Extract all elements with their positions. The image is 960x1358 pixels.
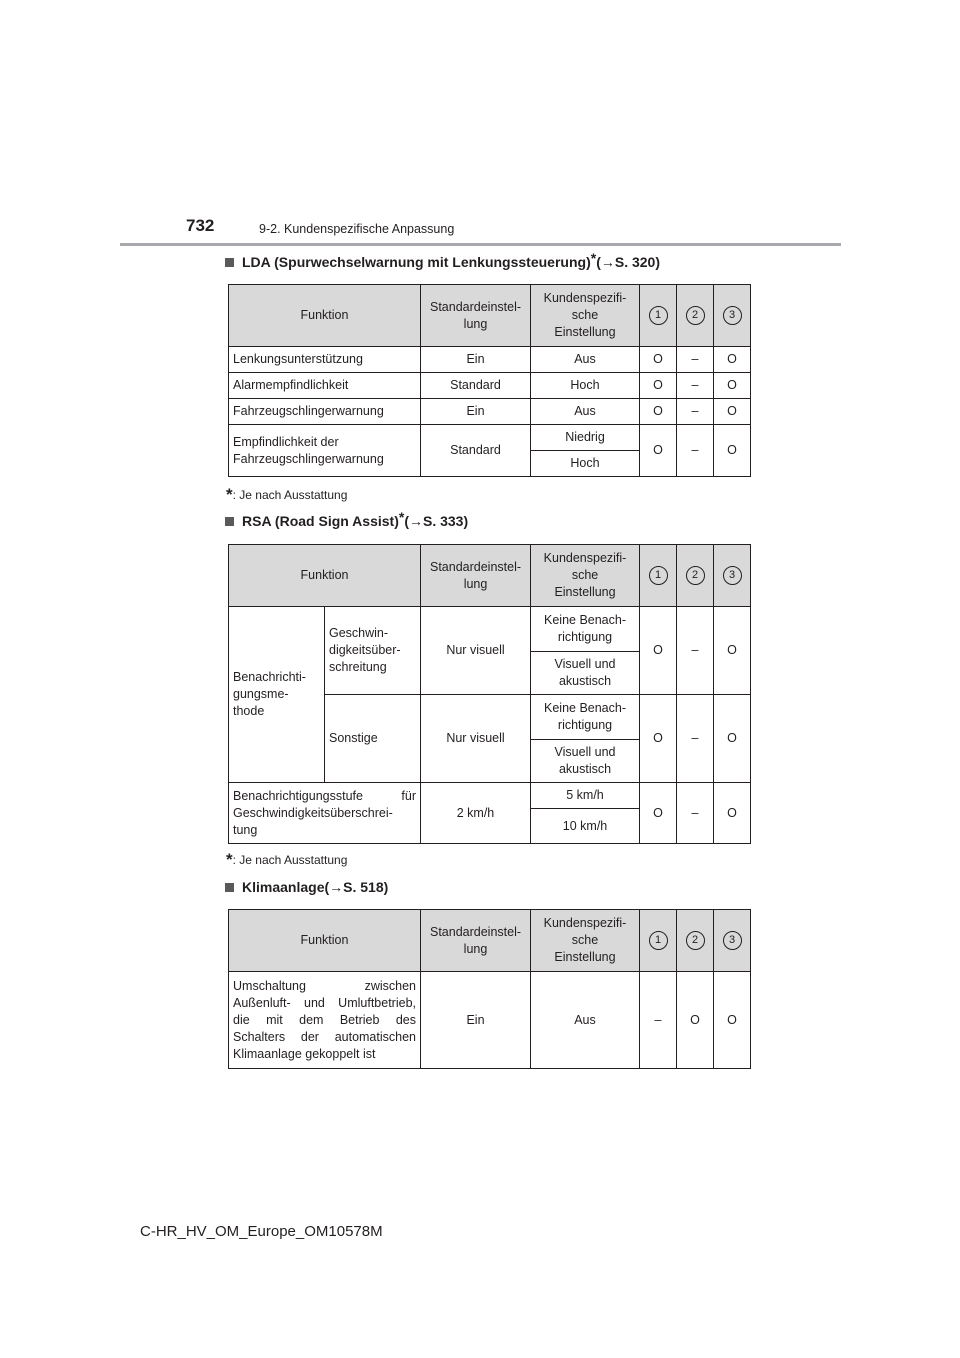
cell-kunden: Aus	[531, 347, 640, 373]
cell-kunden: Visuell und akustisch	[531, 740, 640, 783]
table-header-row	[229, 545, 751, 607]
circled-number-2: 2	[686, 566, 705, 585]
cell-c1: O	[640, 347, 677, 373]
cell-c3: O	[714, 399, 751, 425]
section-header: 9-2. Kundenspezifische Anpassung	[259, 222, 455, 236]
section-title-text: RSA (Road Sign Assist)	[242, 513, 399, 529]
cell-c3: O	[714, 347, 751, 373]
header-col-2	[677, 285, 714, 347]
header-funktion: Funktion	[229, 285, 421, 347]
cell-c1: O	[640, 425, 677, 477]
cell-c3: O	[714, 972, 751, 1069]
header-funktion: Funktion	[229, 910, 421, 972]
circled-number-3: 3	[723, 306, 742, 325]
footnote-rsa	[226, 850, 347, 870]
cell-standard: Ein	[421, 347, 531, 373]
header-funktion: Funktion	[229, 545, 421, 607]
cell-kunden: Keine Benach- richtigung	[531, 695, 640, 740]
cell-standard: Nur visuell	[421, 607, 531, 695]
cell-c2: –	[677, 425, 714, 477]
cell-funktion: Fahrzeugschlingerwarnung	[229, 399, 421, 425]
header-col-3	[714, 910, 751, 972]
table-row	[229, 607, 751, 652]
circled-number-1: 1	[649, 566, 668, 585]
cell-kunden: Hoch	[531, 373, 640, 399]
section-title-lda: LDA (Spurwechselwarnung mit Lenkungssteuerung) * (→S. 320)	[225, 254, 660, 270]
page-reference: (→S. 518)	[324, 879, 389, 895]
section-title-text: LDA (Spurwechselwarnung mit Lenkungssteuerung)	[242, 254, 591, 270]
header-standard: Standardeinstel- lung	[421, 910, 531, 972]
footnote-text: : Je nach Ausstattung	[232, 853, 348, 867]
table-row	[229, 347, 751, 373]
table-row	[229, 972, 751, 1069]
cell-c2: –	[677, 399, 714, 425]
cell-funktion: Alarmempfindlichkeit	[229, 373, 421, 399]
circled-number-2: 2	[686, 306, 705, 325]
cell-funktion: Empfindlichkeit der Fahrzeugschlingerwarnung	[229, 425, 421, 477]
cell-c1: O	[640, 399, 677, 425]
circled-number-1: 1	[649, 931, 668, 950]
footnote-lda	[226, 485, 347, 505]
cell-sub-label: Geschwin- digkeitsüber- schreitung	[325, 607, 421, 695]
cell-funktion: Lenkungsunterstützung	[229, 347, 421, 373]
bullet-square-icon	[225, 883, 234, 892]
cell-c2: –	[677, 695, 714, 783]
cell-c2: O	[677, 972, 714, 1069]
cell-c3: O	[714, 373, 751, 399]
footnote-star: *	[226, 485, 233, 504]
cell-c3: O	[714, 425, 751, 477]
footer-document-code: C-HR_HV_OM_Europe_OM10578M	[140, 1223, 383, 1240]
bullet-square-icon	[225, 258, 234, 267]
table-row	[229, 425, 751, 451]
cell-kunden: Keine Benach- richtigung	[531, 607, 640, 652]
cell-c2: –	[677, 373, 714, 399]
cell-kunden: Niedrig	[531, 425, 640, 451]
cell-standard: Nur visuell	[421, 695, 531, 783]
lda-settings-table	[228, 284, 751, 477]
circled-number-3: 3	[723, 931, 742, 950]
klimaanlage-settings-table	[228, 909, 751, 1069]
cell-kunden: Aus	[531, 399, 640, 425]
cell-kunden: 5 km/h	[531, 783, 640, 809]
table-header-row	[229, 910, 751, 972]
header-rule	[120, 243, 841, 246]
footnote-text: : Je nach Ausstattung	[232, 488, 348, 502]
cell-c2: –	[677, 783, 714, 844]
header-col-3	[714, 285, 751, 347]
table-row	[229, 783, 751, 809]
cell-c2: –	[677, 607, 714, 695]
cell-standard: Standard	[421, 373, 531, 399]
page-reference: (→S. 333)	[404, 513, 469, 529]
cell-kunden: 10 km/h	[531, 809, 640, 844]
bullet-square-icon	[225, 517, 234, 526]
header-col-1	[640, 285, 677, 347]
header-col-1	[640, 910, 677, 972]
cell-kunden: Aus	[531, 972, 640, 1069]
cell-c3: O	[714, 607, 751, 695]
cell-funktion: Benachrichtigungsstufe für Geschwindigkeitsüberschrei- tung	[229, 783, 421, 844]
page-reference: (→S. 320)	[596, 254, 661, 270]
cell-kunden: Visuell und akustisch	[531, 652, 640, 695]
header-col-2	[677, 545, 714, 607]
page-number: 732	[186, 216, 215, 235]
cell-standard: 2 km/h	[421, 783, 531, 844]
header-standard: Standardeinstel- lung	[421, 545, 531, 607]
header-col-2	[677, 910, 714, 972]
cell-standard: Ein	[421, 399, 531, 425]
cell-c1: –	[640, 972, 677, 1069]
footnote-star: *	[226, 850, 233, 869]
cell-funktion: Umschaltung zwischen Außenluft- und Umluftbetrieb, die mit dem Betrieb des Schalters der automatischen Klimaanlage gekoppelt ist	[229, 972, 421, 1069]
section-title-text: Klimaanlage	[242, 879, 325, 895]
cell-c3: O	[714, 695, 751, 783]
cell-c3: O	[714, 783, 751, 844]
cell-kunden: Hoch	[531, 451, 640, 477]
header-kunden: Kundenspezifi- sche Einstellung	[531, 285, 640, 347]
rsa-settings-table	[228, 544, 751, 844]
circled-number-2: 2	[686, 931, 705, 950]
circled-number-1: 1	[649, 306, 668, 325]
header-standard: Standardeinstel- lung	[421, 285, 531, 347]
cell-standard: Standard	[421, 425, 531, 477]
cell-c1: O	[640, 783, 677, 844]
table-row	[229, 373, 751, 399]
section-title-rsa: RSA (Road Sign Assist) * (→S. 333)	[225, 513, 468, 529]
header-col-3	[714, 545, 751, 607]
header-col-1	[640, 545, 677, 607]
cell-sub-label: Sonstige	[325, 695, 421, 783]
cell-c1: O	[640, 373, 677, 399]
header-kunden: Kundenspezifi- sche Einstellung	[531, 910, 640, 972]
cell-c1: O	[640, 607, 677, 695]
cell-standard: Ein	[421, 972, 531, 1069]
circled-number-3: 3	[723, 566, 742, 585]
table-row	[229, 399, 751, 425]
section-title-klimaanlage	[225, 879, 388, 895]
header-kunden: Kundenspezifi- sche Einstellung	[531, 545, 640, 607]
table-header-row	[229, 285, 751, 347]
cell-c2: –	[677, 347, 714, 373]
cell-group-label: Benachrichti- gungsme- thode	[229, 607, 325, 783]
cell-c1: O	[640, 695, 677, 783]
